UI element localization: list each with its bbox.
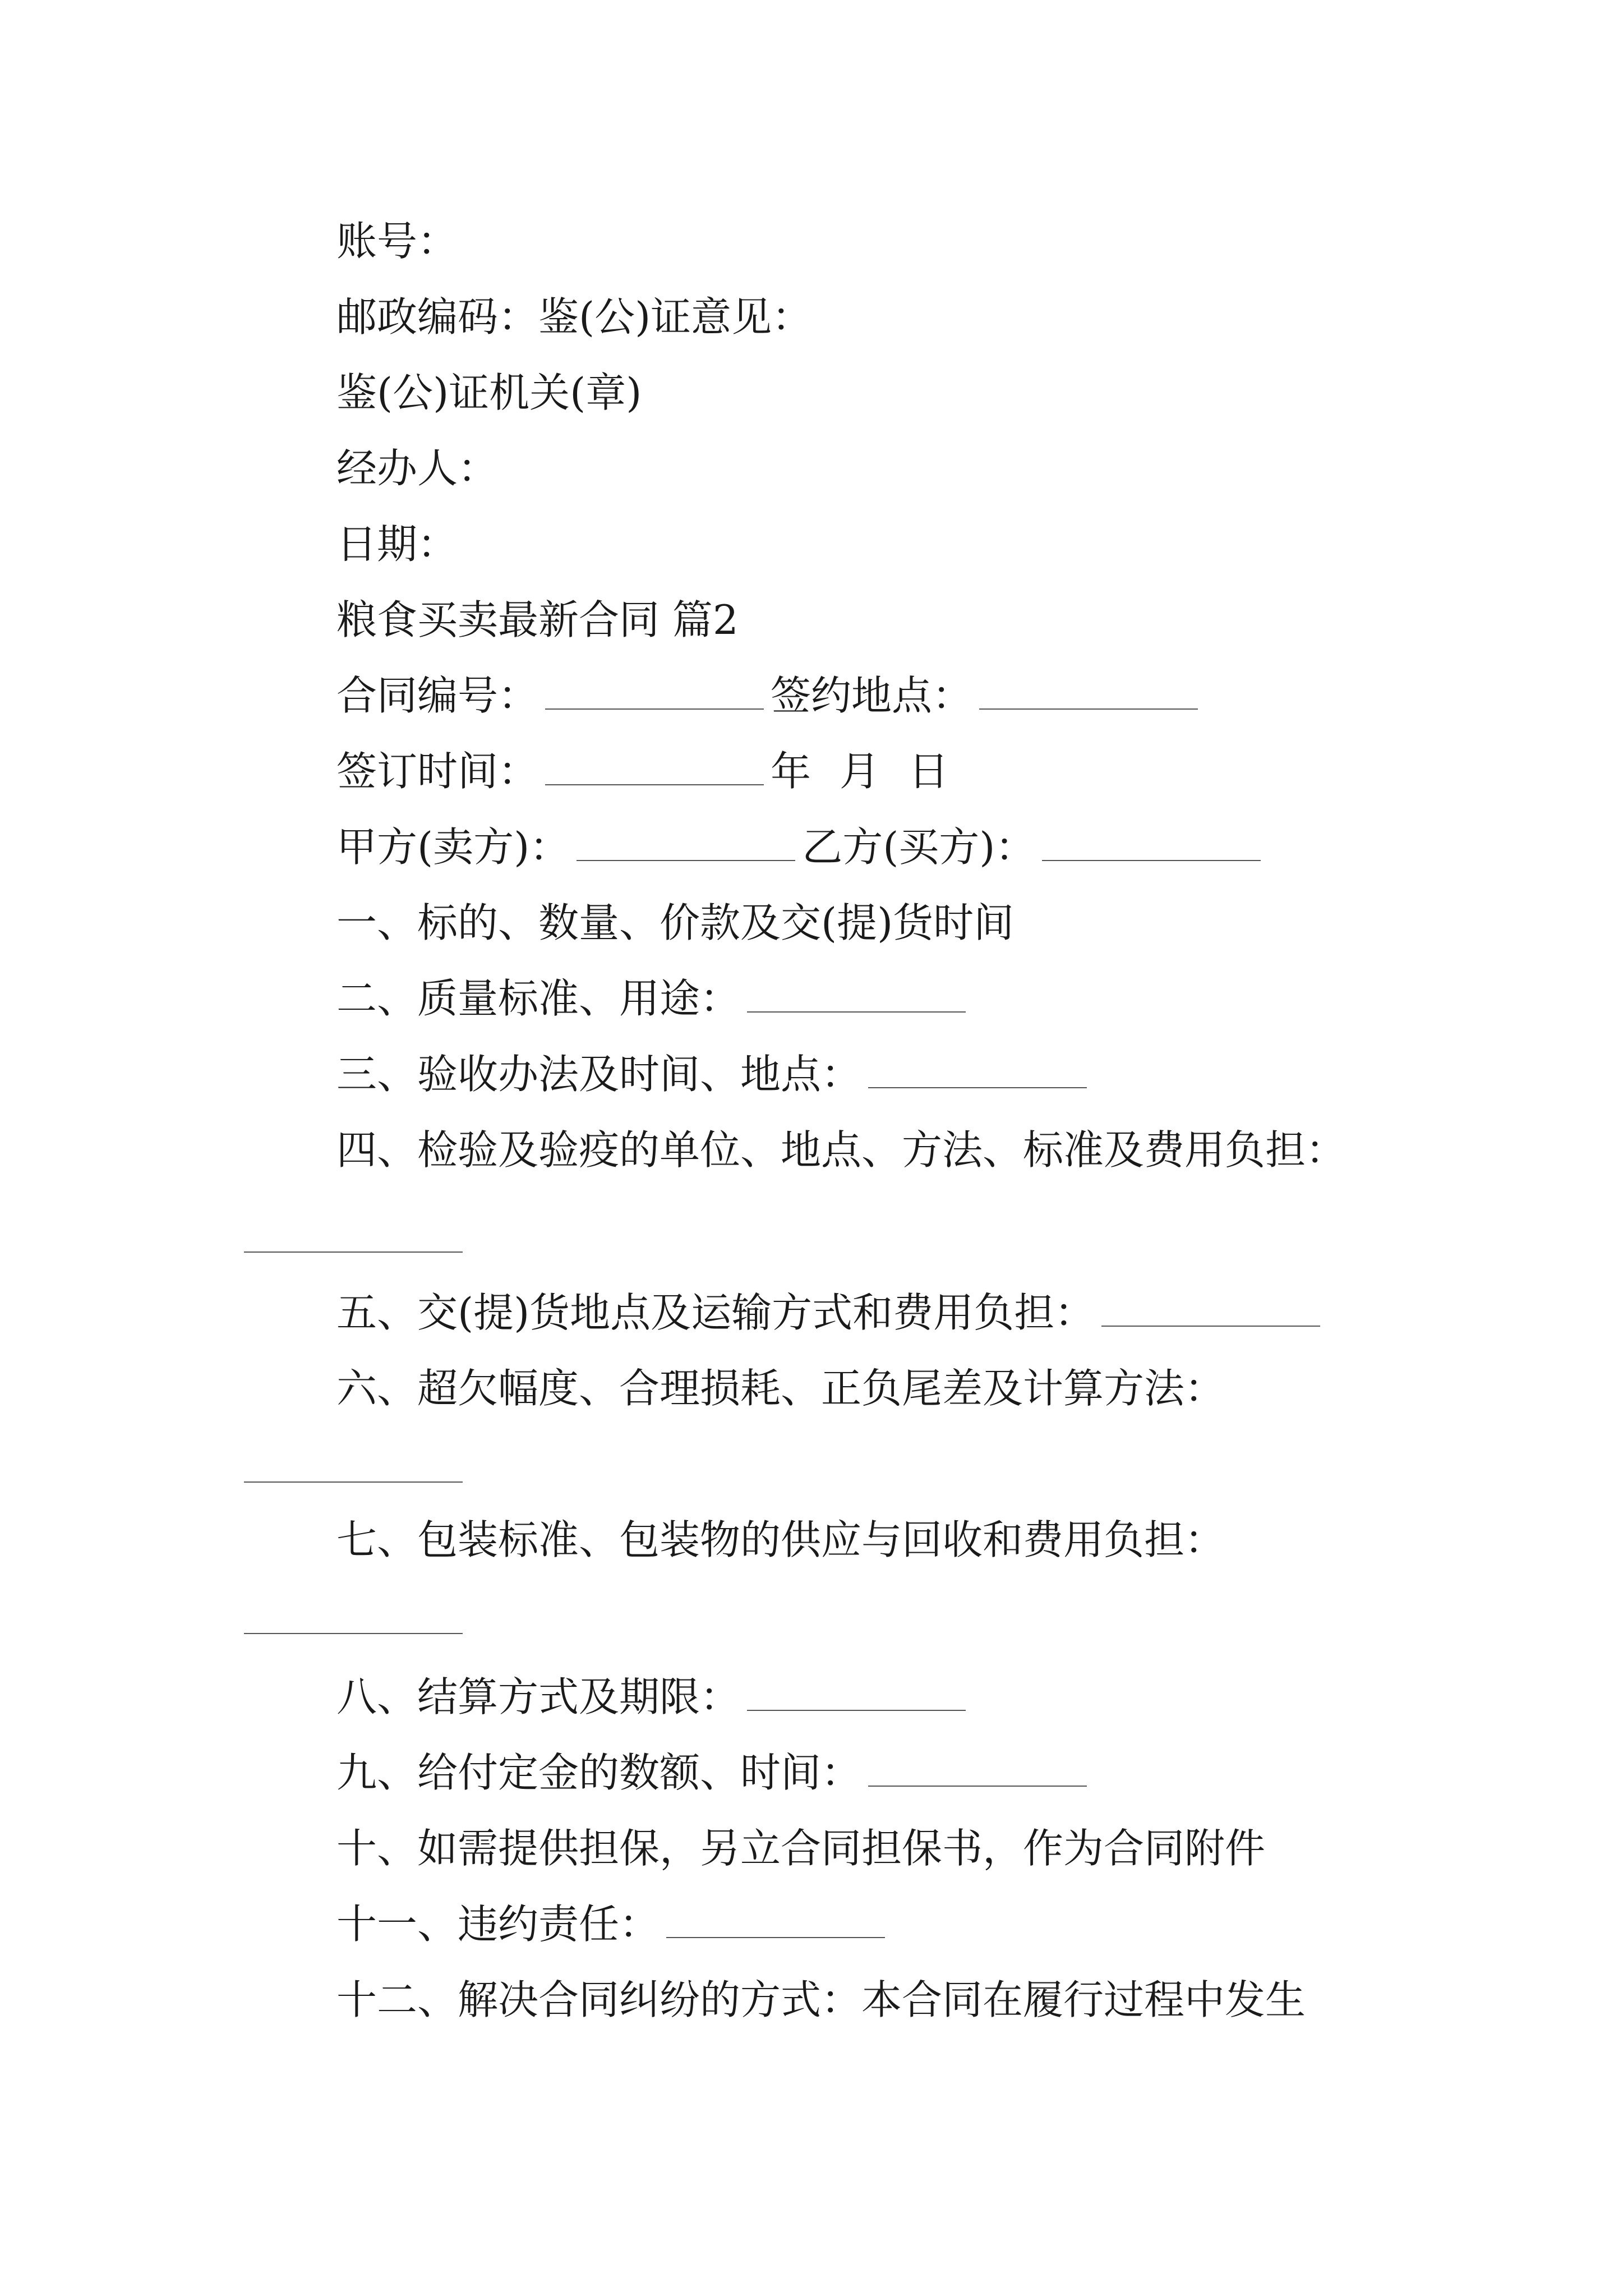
clause-8-label: 八、结算方式及期限： [336,1673,741,1720]
clause-7: 七、包装标准、包装物的供应与回收和费用负担： [336,1516,1225,1563]
clause-3 [336,1046,1094,1102]
clause-11 [336,1896,892,1952]
parties-line [336,819,1267,875]
party-a-blank [577,823,795,861]
clause-4-blank [244,1214,463,1253]
signing-place-label: 签约地点： [771,672,973,719]
clause-5-blank [1101,1289,1320,1327]
party-b-label: 乙方(买方)： [802,823,1036,871]
contract-number-line [336,668,1205,724]
clause-9 [336,1745,1094,1801]
year-month-day-label: 年 月 日 [771,748,957,795]
clause-11-label: 十一、违约责任： [336,1901,660,1948]
signing-place-blank [979,671,1198,710]
postal-code-line: 邮政编码：鉴(公)证意见： [336,293,813,341]
clause-3-blank [868,1050,1087,1088]
clause-5 [336,1285,1327,1341]
clause-1: 一、标的、数量、价款及交(提)货时间 [336,899,1015,946]
clause-8-blank [747,1673,966,1711]
clause-8 [336,1669,972,1725]
handler-line: 经办人： [336,445,499,492]
clause-5-label: 五、交(提)货地点及运输方式和费用负担： [336,1289,1095,1336]
clause-7-blank [244,1596,463,1634]
account-number-line: 账号： [336,218,458,265]
signing-time-blank [545,747,764,785]
clause-6: 六、超欠幅度、合理损耗、正负尾差及计算方法： [336,1365,1225,1412]
clause-11-blank [666,1900,885,1938]
clause-10: 十、如需提供担保，另立合同担保书，作为合同附件 [336,1825,1266,1872]
signing-time-line [336,743,957,799]
signing-time-label: 签订时间： [336,748,539,795]
clause-6-blank [244,1444,463,1483]
clause-12: 十二、解决合同纠纷的方式：本合同在履行过程中发生 [336,1976,1306,2023]
clause-4: 四、检验及验疫的单位、地点、方法、标准及费用负担： [336,1126,1347,1174]
clause-2-label: 二、质量标准、用途： [336,975,741,1022]
notary-office-line: 鉴(公)证机关(章) [336,369,642,416]
party-b-blank [1042,823,1261,861]
clause-3-label: 三、验收办法及时间、地点： [336,1051,862,1098]
party-a-label: 甲方(卖方)： [336,823,570,871]
clause-9-blank [868,1749,1087,1787]
contract-number-blank [545,671,764,710]
section-title: 粮食买卖最新合同 篇2 [336,596,739,643]
contract-number-label: 合同编号： [336,672,539,719]
clause-2 [336,970,972,1027]
clause-9-label: 九、给付定金的数额、时间： [336,1749,862,1796]
date-line: 日期： [336,521,458,568]
clause-2-blank [747,974,966,1013]
